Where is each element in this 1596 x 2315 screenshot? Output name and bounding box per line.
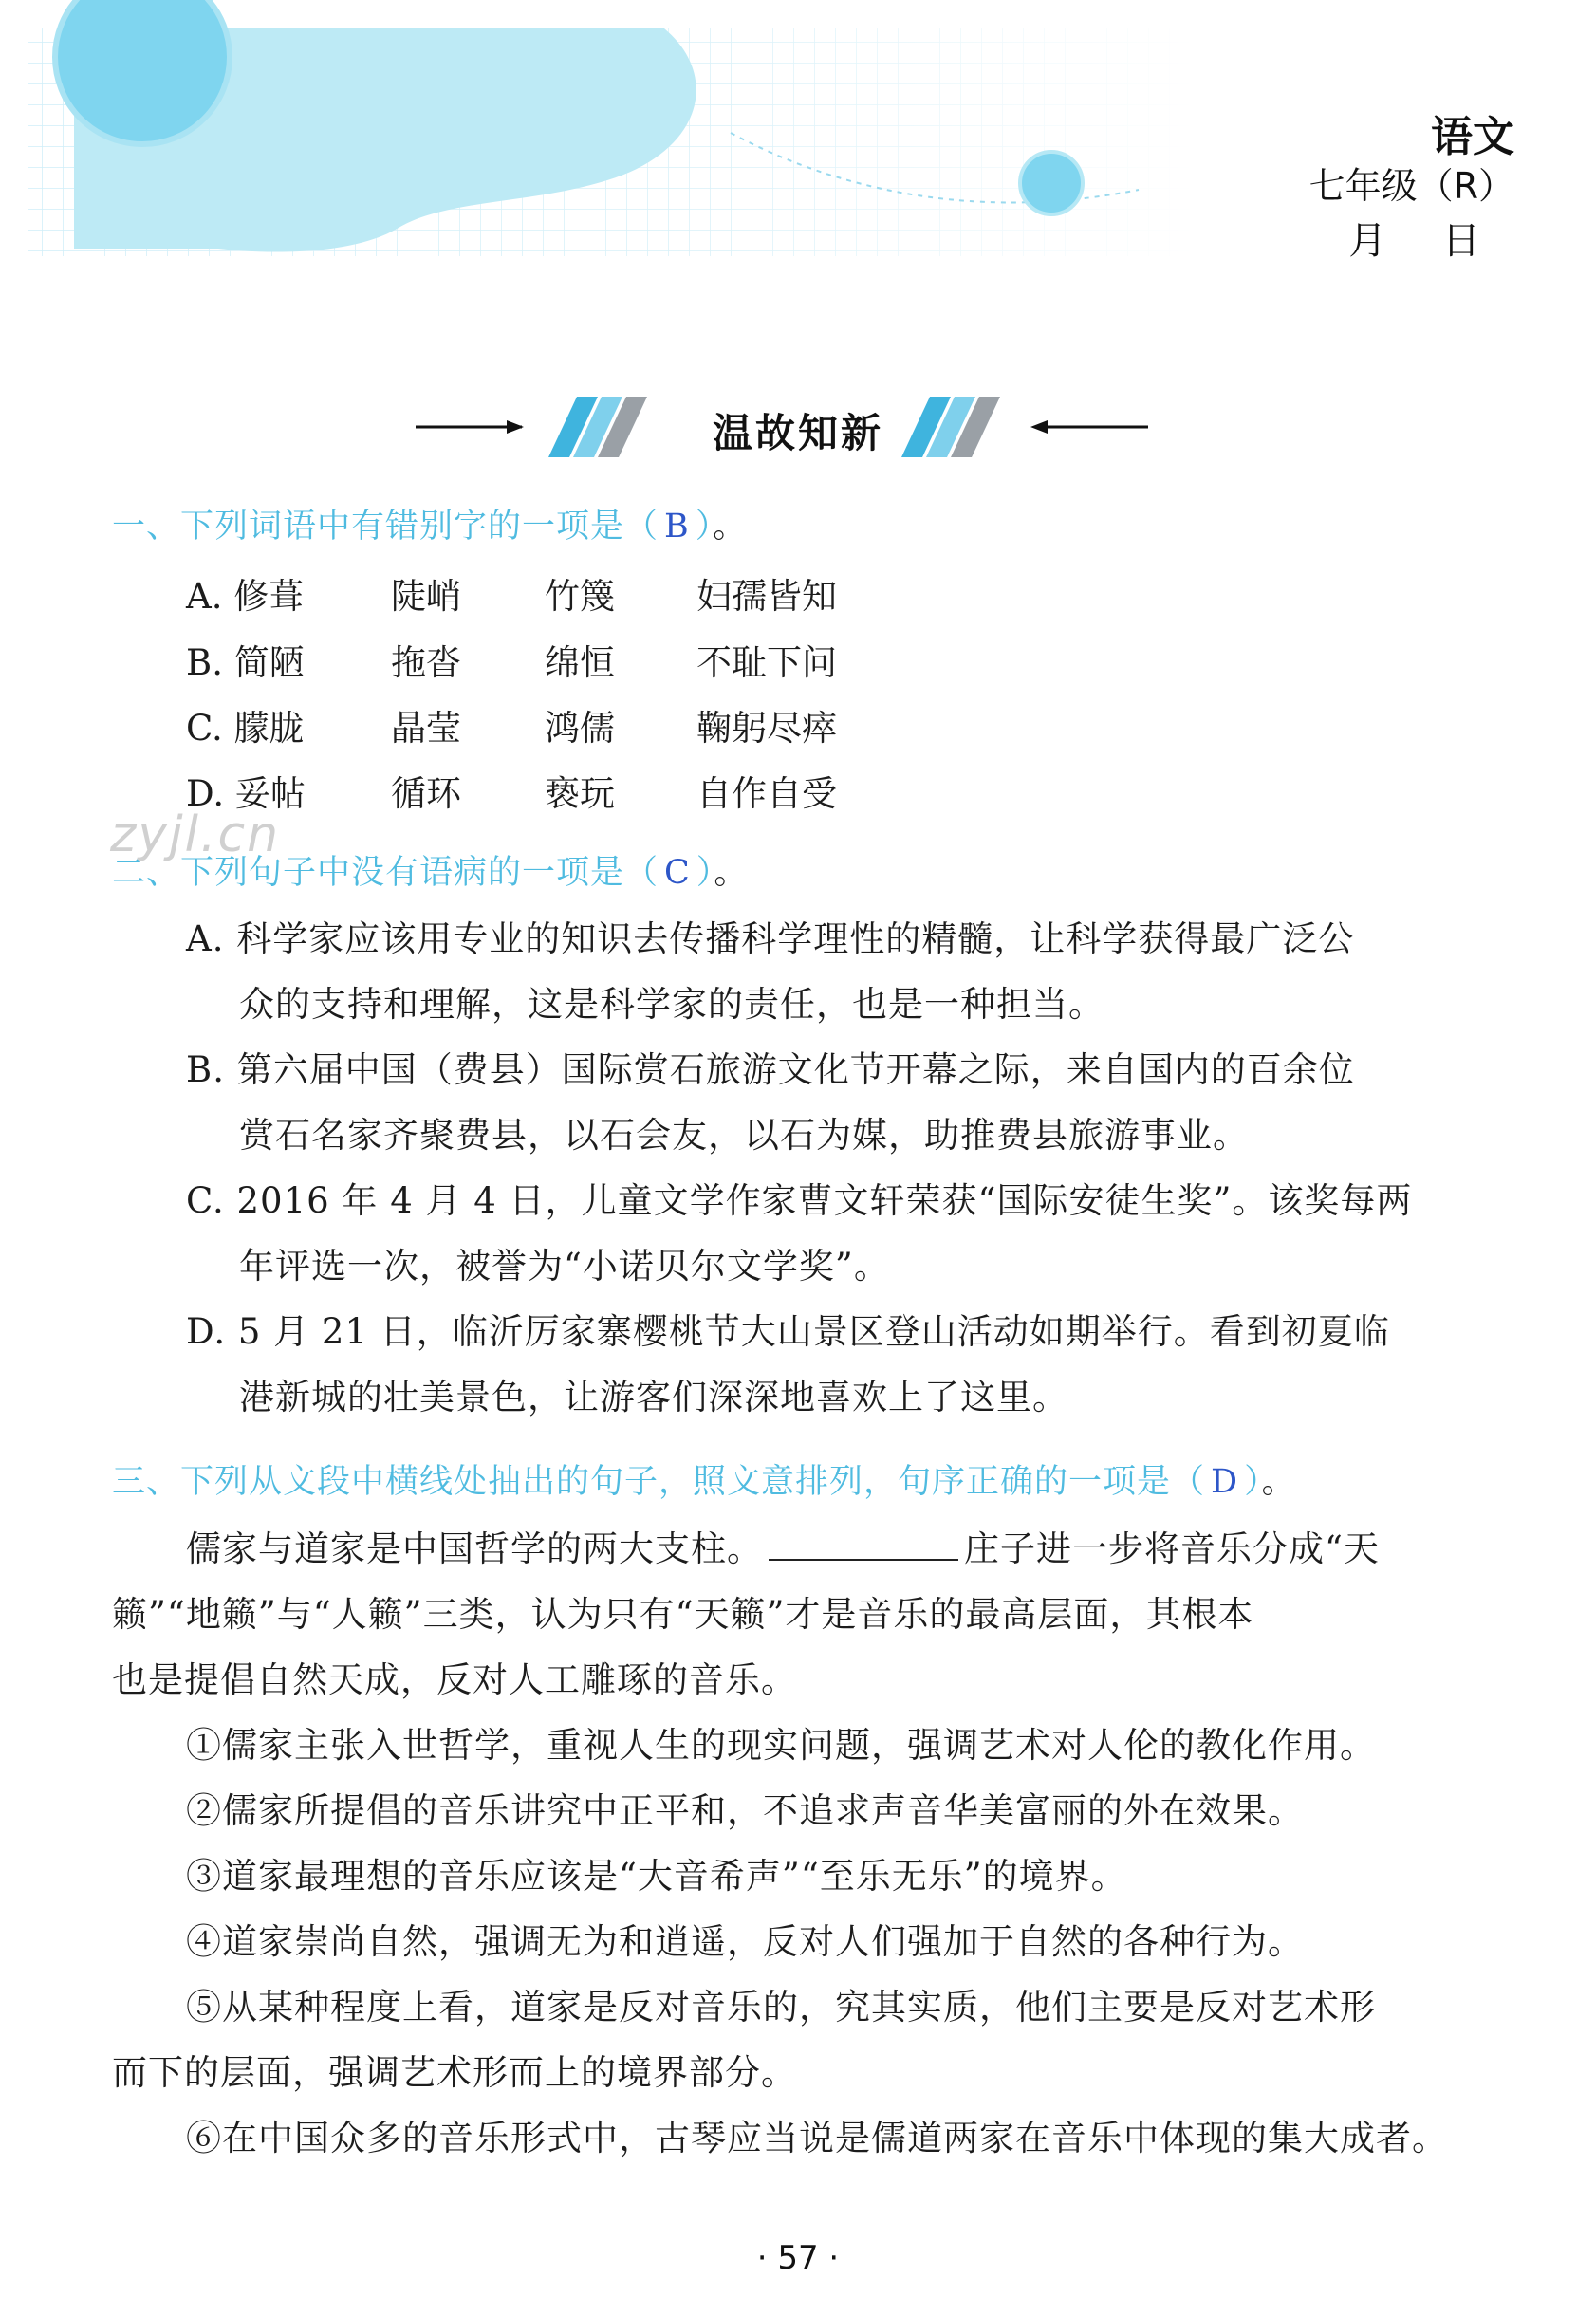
page-number: · 57 ·: [756, 2239, 840, 2277]
passage-line-1: 儒家与道家是中国哲学的两大支柱。 庄子进一步将音乐分成“天: [186, 1528, 1380, 1569]
sentence-item-5-line-1: ⑤从某种程度上看，道家是反对音乐的，究其实质，他们主要是反对艺术形: [186, 1987, 1376, 2028]
question-2-option-a-line-1: A. 科学家应该用专业的知识去传播科学理性的精髓，让科学获得最广泛公: [186, 918, 1355, 959]
question-3-answer: D: [1211, 1463, 1239, 1501]
question-2-option-c-line-2: 年评选一次，被誉为“小诺贝尔文学奖”。: [239, 1246, 890, 1287]
question-2-stem: 二、下列句子中没有语病的一项是（ C ）。: [112, 854, 749, 892]
fill-blank: [769, 1530, 958, 1561]
passage-line-3: 也是提倡自然天成，反对人工雕琢的音乐。: [112, 1659, 797, 1700]
question-2-option-d-line-2: 港新城的壮美景色，让游客们深深地喜欢上了这里。: [239, 1377, 1068, 1417]
sentence-item-2: ②儒家所提倡的音乐讲究中正平和，不追求声音华美富丽的外在效果。: [186, 1790, 1304, 1831]
question-3-stem: 三、下列从文段中横线处抽出的句子，照文意排列，句序正确的一项是（ D ）。: [112, 1463, 1296, 1501]
date-line: [1348, 211, 1480, 265]
passage-line-2: 籁”“地籁”与“人籁”三类，认为只有“天籁”才是音乐的最高层面，其根本: [112, 1594, 1254, 1635]
watermark: zyjl.cn: [110, 806, 281, 863]
question-1-answer: B: [664, 508, 690, 546]
sentence-item-6: ⑥在中国众多的音乐形式中，古琴应当说是儒道两家在音乐中体现的集大成者。: [186, 2118, 1448, 2158]
month-label: 月: [1348, 219, 1387, 263]
question-2-option-d-line-1: D. 5 月 21 日，临沂厉家寨樱桃节大山景区登山活动如期举行。看到初夏临: [186, 1311, 1390, 1352]
subject-label: 语文: [1431, 113, 1514, 161]
section-title: 温故知新: [712, 410, 883, 456]
sentence-item-5-line-2: 而下的层面，强调艺术形而上的境界部分。: [112, 2052, 797, 2093]
grade-label: 七年级（R）: [1308, 165, 1514, 207]
sentence-item-4: ④道家崇尚自然，强调无为和逍遥，反对人们强加于自然的各种行为。: [186, 1921, 1304, 1962]
day-label: 日: [1442, 219, 1480, 263]
question-2-option-c-line-1: C. 2016 年 4 月 4 日，儿童文学作家曹文轩荣获“国际安徒生奖”。该奖每两: [186, 1180, 1413, 1221]
sentence-item-3: ③道家最理想的音乐应该是“大音希声”“至乐无乐”的境界。: [186, 1856, 1127, 1897]
question-2-option-a-line-2: 众的支持和理解，这是科学家的责任，也是一种担当。: [239, 984, 1104, 1025]
question-2-option-b-line-2: 赏石名家齐聚费县，以石会友，以石为媒，助推费县旅游事业。: [239, 1115, 1249, 1156]
section-header: [0, 389, 1596, 465]
question-2-answer: C: [664, 854, 691, 892]
sentence-item-1: ①儒家主张入世哲学，重视人生的现实问题，强调艺术对人伦的教化作用。: [186, 1725, 1376, 1766]
question-1-stem: 一、下列词语中有错别字的一项是（ B ）。: [112, 508, 748, 546]
question-2-option-b-line-1: B. 第六届中国（费县）国际赏石旅游文化节开幕之际，来自国内的百余位: [186, 1049, 1355, 1090]
